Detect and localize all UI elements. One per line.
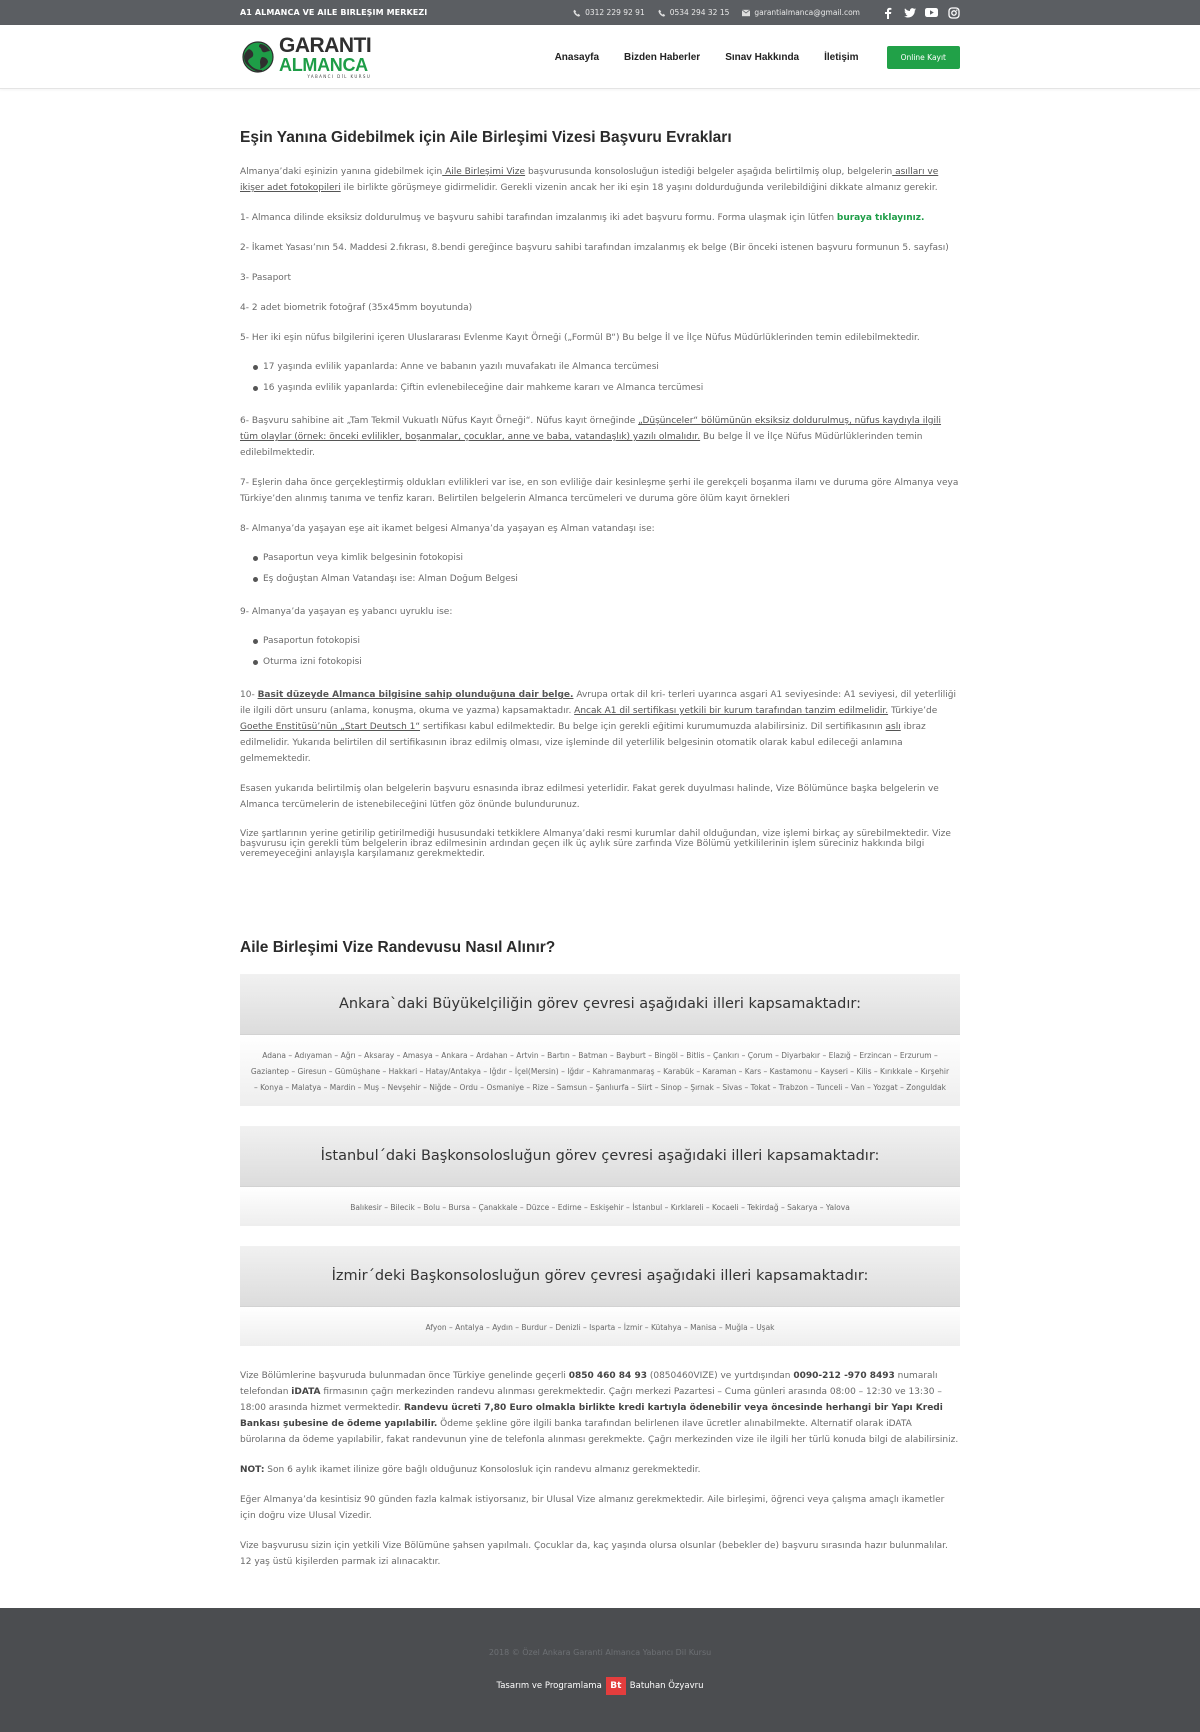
email[interactable] — [742, 8, 860, 17]
list-item: Pasaportun fotokopisi — [253, 631, 960, 652]
item-7: 7- Eşlerin daha önce gerçekleştirmiş oldukları evlilikleri var ise, en son evliliğe dair kesinleşme şerhi ile gerekçeli boşanma ilamı ve duruma göre Almanya veya Türkiye’den alınmış tanıma ve tenfiz kararı. Belirtilen belgelerin Almanca tercümeleri ve duruma göre ölüm kayıt örnekleri — [240, 478, 959, 504]
topbar-brand: A1 ALMANCA VE AILE BIRLEŞIM MERKEZI — [240, 8, 428, 17]
site-footer — [0, 1608, 1200, 1732]
consulate-box-istanbul — [240, 1126, 960, 1226]
item-9: 9- Almanya’da yaşayan eş yabancı uyruklu ise: — [240, 607, 453, 617]
phone2-text: 0534 294 32 15 — [669, 8, 730, 17]
item-10-text-a: Avrupa ortak dil kri- terleri uyarınca asgari A1 seviyesinde: A1 seviyesi, dil yeterliliği ile ilgili dört unsuru (anlama, konuşma, okuma ve yazma) kapsamaktadır. — [240, 690, 957, 716]
credit-name: Batuhan Özyavru — [629, 1681, 704, 1691]
goethe-link[interactable]: Goethe Enstitüsü’nün „Start Deutsch 1“ — [240, 722, 421, 732]
social-links — [881, 6, 960, 19]
credit-prefix: Tasarım ve Programlama — [496, 1681, 602, 1691]
facebook-icon[interactable] — [881, 6, 894, 19]
phone-icon — [573, 9, 581, 17]
appt-phone-tr: 0850 460 84 93 — [568, 1371, 647, 1381]
item-10-u3: aslı — [885, 722, 901, 732]
list-item: Oturma izni fotokopisi — [253, 652, 960, 673]
globe-logo-icon — [240, 39, 276, 75]
box-cities: Afyon – Antalya – Aydın – Burdur – Denizli – Isparta – İzmir – Kütahya – Manisa – Muğla – Uşak — [240, 1307, 960, 1346]
box-heading: Ankara`daki Büyükelçiliğin görev çevresi aşağıdaki illeri kapsamaktadır: — [240, 974, 960, 1035]
appt-text-a4: firmasının çağrı merkezinden randevu alınması gerekmektedir. Çağrı merkezi Pazartesi – Cuma günleri arasında 08:00 – 12:30 ve 13:30 – 18:00 arasında hizmet vermektedir. — [240, 1387, 942, 1413]
item-10-prefix: 10- — [240, 690, 258, 700]
item-10-u1: Ancak A1 dil sertifikası yetkili bir kurum tarafından tanzim edilmelidir. — [574, 706, 889, 716]
box-cities: Balıkesir – Bilecik – Bolu – Bursa – Çanakkale – Düzce – Edirne – Eskişehir – İstanbul – Kırklareli – Kocaeli – Tekirdağ – Sakarya – Yalova — [240, 1187, 960, 1226]
page-title: Eşin Yanına Gidebilmek için Aile Birleşimi Vizesi Başvuru Evrakları — [240, 129, 732, 146]
site-logo[interactable] — [240, 35, 371, 79]
topbar — [0, 0, 1200, 25]
item-9-list — [240, 631, 960, 673]
youtube-icon[interactable] — [925, 6, 938, 19]
list-item: Eş doğuştan Alman Vatandaşı ise: Alman Doğum Belgesi — [253, 569, 960, 590]
item-5: 5- Her iki eşin nüfus bilgilerini içeren Uluslararası Evlenme Kayıt Örneği („Formül B“) Bu belge İl ve İlçe Nüfus Müdürlüklerinden temin edilebilmektedir. — [240, 333, 920, 343]
appt-text-a5: Ödeme şekline göre ilgili banka tarafından belirlenen ilave ücretler alınabilmekte. Alternatif olarak iDATA bürolarına da ödeme yapılabilir, fakat randevunun yine de telefonla alınması gerekmekte. Çağrı merkezinden vize ile ilgili her türlü konuda bilgi de alabilirsiniz. — [240, 1419, 959, 1445]
aile-birlesimi-vize-link[interactable]: Aile Birleşimi Vize — [442, 167, 526, 177]
list-item: 17 yaşında evlilik yapanlarda: Anne ve babanın yazılı muvafakatı ile Almanca tercümesi — [253, 357, 960, 378]
phone1[interactable] — [573, 8, 645, 17]
item-8-list — [240, 548, 960, 590]
phone-icon — [658, 9, 666, 17]
phone1-text: 0312 229 92 91 — [585, 8, 645, 17]
item-8: 8- Almanya’da yaşayan eşe ait ikamet belgesi Almanya’da yaşayan eş Alman vatandaşı ise: — [240, 524, 655, 534]
intro-text-c: ile birlikte görüşmeye gidirmelidir. Gerekli vizenin ancak her iki eşin 18 yaşını doldurduğunda verilebildiğini dikkate almanız gerekir. — [340, 183, 938, 193]
email-text: garantialmanca@gmail.com — [754, 8, 860, 17]
logo-line1: GARANTI — [279, 34, 372, 57]
item-6-text-b: Bu belge İl ve İlçe Nüfus Müdürlüklerinden temin edilebilmektedir. — [240, 432, 923, 458]
box-heading: İstanbul´daki Başkonsolosluğun görev çevresi aşağıdaki illeri kapsamaktadır: — [240, 1126, 960, 1187]
intro-paragraph — [240, 164, 960, 196]
asillari-link[interactable]: asılları ve ikişer adet fotokopileri — [240, 167, 939, 193]
appt-phone-abroad: 0090-212 -970 8493 — [793, 1371, 895, 1381]
item-10-text-c: sertifikası kabul edilmektedir. Bu belge için gerekli eğitimi kurumumuzda alabilirsiniz. Dil sertifikasının — [420, 722, 886, 732]
list-item: Pasaportun veya kimlik belgesinin fotokopisi — [253, 548, 960, 569]
envelope-icon — [742, 9, 750, 17]
item-10-text-d: ibraz edilmelidir. Yukarıda belirtilen dil sertifikasının ibraz edilmiş olması, vize işleminde dil yeterlilik belgesinin otomatik olarak kabul edileceği anlamına gelmemektedir. — [240, 722, 926, 764]
main-nav — [555, 46, 960, 69]
appt-idata: iDATA — [291, 1387, 321, 1397]
in-person-paragraph: Vize başvurusu sizin için yetkili Vize Bölümüne şahsen yapılmalı. Çocuklar da, kaç yaşında olursa olsunlar (bebekler de) başvuru sırasında hazır bulunmalılar. 12 yaş üstü kişilerden parmak izi alınacaktır. — [240, 1541, 948, 1567]
phone2[interactable] — [658, 8, 730, 17]
nav-item-sinav-hakkinda[interactable]: Sınav Hakkında — [725, 51, 800, 63]
appt-text-a: Vize Bölümlerine başvuruda bulunmadan önce Türkiye genelinde geçerli — [240, 1371, 569, 1381]
form-link[interactable]: buraya tıklayınız. — [836, 213, 925, 223]
item-6 — [240, 413, 960, 461]
item-10-heading: Basit düzeyde Almanca bilgisine sahip olunduğuna dair belge. — [257, 690, 574, 700]
intro-text-b: başvurusunda konsolosluğun istediği belgeler aşağıda belirtilmiş olup, belgelerin — [525, 167, 893, 177]
designer-credit[interactable] — [0, 1677, 1200, 1695]
item-2: 2- İkamet Yasası’nın 54. Maddesi 2.fıkrası, 8.bendi gereğince başvuru sahibi tarafından imzalanmış ek belge (Bir önceki istenen başvuru formunun 5. sayfası) — [240, 243, 949, 253]
site-header — [0, 25, 1200, 89]
logo-line3: YABANCI DİL KURSU — [307, 74, 372, 79]
note-text: Son 6 aylık ikamet ilinize göre bağlı olduğunuz Konsolosluk için randevu almanız gerekmektedir. — [264, 1465, 701, 1475]
twitter-icon[interactable] — [903, 6, 916, 19]
appt-text-a2: (0850460VIZE) ve yurtdışından — [646, 1371, 794, 1381]
online-kayit-button[interactable]: Online Kayıt — [887, 46, 960, 69]
item-4: 4- 2 adet biometrik fotoğraf (35x45mm boyutunda) — [240, 303, 473, 313]
nav-item-iletisim[interactable]: İletişim — [824, 51, 859, 63]
item-3: 3- Pasaport — [240, 273, 292, 283]
appointment-paragraph — [240, 1368, 960, 1448]
consulate-box-ankara — [240, 974, 960, 1106]
instagram-icon[interactable] — [947, 6, 960, 19]
note-label: NOT: — [240, 1465, 265, 1475]
item-1-text: 1- Almanca dilinde eksiksiz doldurulmuş ve başvuru sahibi tarafından imzalanmış iki adet başvuru formu. Forma ulaşmak için lütfen — [240, 213, 837, 223]
box-heading: İzmir´deki Başkonsolosluğun görev çevresi aşağıdaki illeri kapsamaktadır: — [240, 1246, 960, 1307]
item-6-underlined: „Düşünceler“ bölümünün eksiksiz doldurulmuş, nüfus kaydıyla ilgili tüm olaylar (örnek: önceki evlilikler, boşanmalar, çocuklar, anne ve baba, vatandaşlık) yazılı olmalıdır. — [240, 416, 942, 442]
item-10-text-b: Türkiye’de — [888, 706, 938, 716]
bt-badge: Bt — [606, 1677, 626, 1695]
national-visa-paragraph: Eğer Almanya’da kesintisiz 90 günden fazla kalmak istiyorsanız, bir Ulusal Vize almanız gerekmektedir. Aile birleşimi, öğrenci veya çalışma amaçlı ikametler için doğru vize Ulusal Vizedir. — [240, 1495, 945, 1521]
copyright: 2018 © Özel Ankara Garanti Almanca Yabancı Dil Kursu — [488, 1648, 712, 1657]
item-5-list — [240, 357, 960, 399]
note-paragraph-1: Esasen yukarıda belirtilmiş olan belgelerin başvuru esnasında ibraz edilmesi yeterlidir. Fakat gerek duyulması halinde, Vize Bölümünce başka belgelerin ve Almanca tercümelerin de istenebileceğini lütfen göz önünde bulundurunuz. — [240, 784, 939, 810]
appt-text-a3: numaralı telefondan — [240, 1371, 938, 1397]
note-paragraph-2: Vize şartlarının yerine getirilip getirilmediği hususundaki tetkiklere Almanya’daki resmi kurumlar dahil olduğundan, vize işlemi birkaç ay sürebilmektedir. Vize başvurusu için gerekli tüm belgelerin ibraz edilmesinin ardından geçen ilk üç aylık süre zarfında Vize Bölümü yetkililerinin işlem süreciniz hakkında bilgi veremeyeceğini anlayışla karşılamanız gerekmektedir. — [240, 829, 951, 859]
nav-item-bizden-haberler[interactable]: Bizden Haberler — [624, 51, 701, 63]
main-content — [240, 129, 960, 1570]
topbar-contact — [573, 6, 960, 19]
nav-item-anasayfa[interactable]: Anasayfa — [554, 51, 600, 63]
intro-text-a: Almanya’daki eşinizin yanına gidebilmek için — [240, 167, 443, 177]
list-item: 16 yaşında evlilik yapanlarda: Çiftin evlenebileceğine dair mahkeme kararı ve Almanca tercümesi — [253, 378, 960, 399]
item-6-text-a: 6- Başvuru sahibine ait „Tam Tekmil Vukuatlı Nüfus Kayıt Örneği“. Nüfus kayıt örneğinde — [240, 416, 639, 426]
appt-fee: Randevu ücreti 7,80 Euro olmakla birlikte kredi kartıyla ödenebilir veya öncesinde herhangi bir Yapı Kredi Bankası şubesine de ödeme yapılabilir. — [240, 1403, 943, 1429]
item-1 — [240, 210, 960, 226]
box-cities: Adana – Adıyaman – Ağrı – Aksaray – Amasya – Ankara – Ardahan – Artvin – Bartın – Batman – Bayburt – Bingöl – Bitlis – Çankırı – Çorum – Diyarbakır – Elazığ – Erzincan – Erzurum – Gaziantep – Giresun – Gümüşhane – Hakkari – Hatay/Antakya – Iğdır – İçel(Mersin) – Iğdır – Kahramanmaraş – Karabük – Karaman – Kars – Kastamonu – Kayseri – Kilis – Kırıkkale – Kırşehir – Konya – Malatya – Mardin – Muş – Nevşehir – Niğde – Ordu – Osmaniye – Rize – Samsun – Şanlıurfa – Siirt – Sinop – Şırnak – Sivas – Tokat – Trabzon – Tunceli – Van – Yozgat – Zonguldak — [240, 1035, 960, 1106]
logo-line2: ALMANCA — [279, 55, 368, 75]
item-10 — [240, 687, 960, 767]
section-title-randevu: Aile Birleşimi Vize Randevusu Nasıl Alınır? — [240, 939, 556, 956]
note-paragraph — [240, 1462, 960, 1478]
consulate-box-izmir — [240, 1246, 960, 1346]
